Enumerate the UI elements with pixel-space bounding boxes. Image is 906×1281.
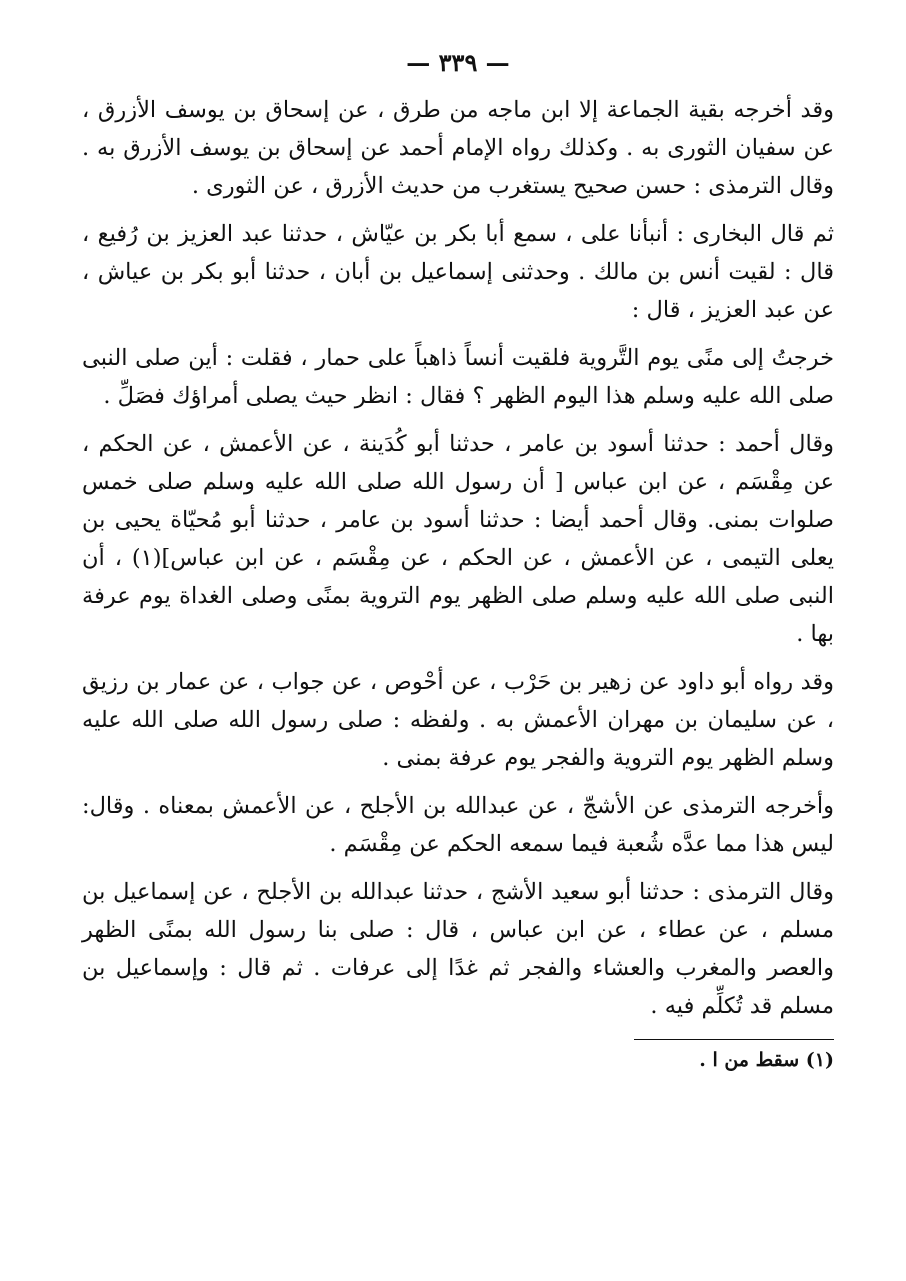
footnote-divider [634, 1039, 834, 1040]
paragraph-2: ثم قال البخارى : أنبأنا على ، سمع أبا بكر بن عيّاش ، حدثنا عبد العزيز بن رُفيع ، قال : لقيت أنس بن مالك . وحدثنى إسماعيل بن أبان ، حدثنا أبو بكر بن عياش ، عن عبد العزيز ، قال : [82, 221, 834, 323]
page-number: — ٣٣٩ — [406, 48, 510, 77]
paragraph-5: وقد رواه أبو داود عن زهير بن حَرْب ، عن أحْوص ، عن جواب ، عن عمار بن رزيق ، عن سليمان بن مهران الأعمش به . ولفظه : صلى رسول الله صلى الله عليه وسلم الظهر يوم التروية والفجر يوم عرفة بمنى . [82, 669, 834, 771]
paragraph-7: وقال الترمذى : حدثنا أبو سعيد الأشج ، حدثنا عبدالله بن الأجلح ، عن إسماعيل بن مسلم ، عن عطاء ، عن ابن عباس ، قال : صلى بنا رسول الله بمنًى الظهر والعصر والمغرب والعشاء والفجر ثم غدًا إلى عرفات . ثم قال : وإسماعيل بن مسلم قد تُكلِّم فيه . [82, 879, 834, 1019]
paragraph-3: خرجتُ إلى منًى يوم التَّروية فلقيت أنساً ذاهباً على حمار ، فقلت : أين صلى النبى صلى الله عليه وسلم هذا اليوم الظهر ؟ فقال : انظر حيث يصلى أمراؤك فصَلِّ . [82, 345, 834, 409]
footnote: (١) سقط من ا . [699, 1049, 834, 1071]
paragraph-6: وأخرجه الترمذى عن الأشجّ ، عن عبدالله بن الأجلح ، عن الأعمش بمعناه . وقال: ليس هذا مما عدَّه شُعبة فيما سمعه الحكم عن مِقْسَم . [82, 793, 834, 857]
document-page [82, 48, 834, 1074]
paragraph-1: وقد أخرجه بقية الجماعة إلا ابن ماجه من طرق ، عن إسحاق بن يوسف الأزرق ، عن سفيان الثورى به . وكذلك رواه الإمام أحمد عن إسحاق بن يوسف الأزرق به . وقال الترمذى : حسن صحيح يستغرب من حديث الأزرق ، عن الثورى . [82, 97, 834, 199]
paragraph-4: وقال أحمد : حدثنا أسود بن عامر ، حدثنا أبو كُدَينة ، عن الأعمش ، عن الحكم ، عن مِقْسَم ، عن ابن عباس [ أن رسول الله صلى الله عليه وسلم صلى خمس صلوات بمنى. وقال أحمد أيضا : حدثنا أسود بن عامر ، حدثنا أبو مُحيّاة يحيى بن يعلى التيمى ، عن الأعمش ، عن الحكم ، عن مِقْسَم ، عن ابن عباس](١) ، أن النبى صلى الله عليه وسلم صلى الظهر يوم التروية بمنًى وصلى الغداة يوم عرفة بها . [82, 431, 834, 647]
